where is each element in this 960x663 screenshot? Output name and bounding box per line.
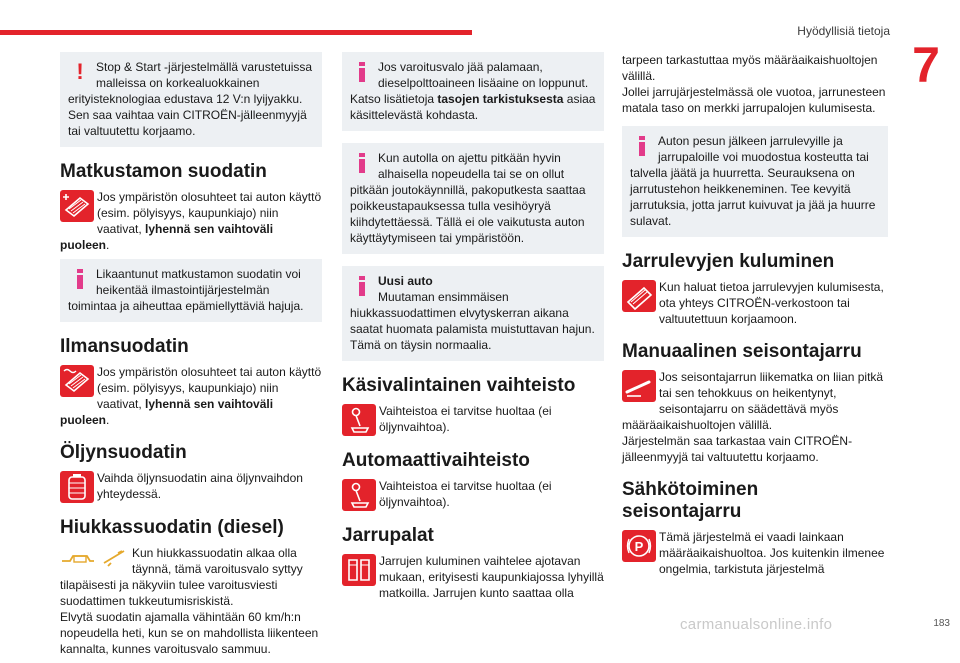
cabin-filter-period: . (106, 238, 110, 252)
cabin-filter-paragraph (60, 189, 322, 253)
info-text-cabin: Likaantunut matkustamon suodatin voi heikentää ilmastointijärjestelmän toimintaa ja aiheuttaa epämiellyttäviä hajuja. (68, 267, 304, 313)
electric-brake-title-line-2: seisontajarru (622, 501, 742, 522)
info-title-new-car: Uusi auto (378, 274, 433, 288)
brake-continuation (622, 52, 888, 116)
warning-box (60, 52, 322, 147)
section-title-cabin-filter: Matkustamon suodatin (60, 161, 267, 182)
parking-brake-paragraph (622, 369, 888, 465)
info-text-tail: asiaa käsittelevästä kohdasta. (350, 92, 596, 122)
section-title-parking-brake: Manuaalinen seisontajarru (622, 341, 862, 362)
section-title-electric-brake (622, 479, 888, 523)
section-title-oil-filter: Öljynsuodatin (60, 442, 187, 463)
brake-pad-icon (342, 554, 376, 586)
air-filter-period: . (106, 413, 110, 427)
parking-brake-text: Jos seisontajarrun liikematka on liian pitkä tai sen tehokkuus on heikentynyt, seisontajarru on säädettävä myös määräaikaishuoltojen välillä. (622, 370, 884, 432)
warning-text: Stop & Start -järjestelmällä varustetuissa malleissa on korkealuokkainen erityisteknologiaa edustava 12 V:n lyijyakku. Sen saa vaihtaa vain CITROËN-jälleenmyyjä tai valtuutettu korjaamo. (68, 60, 313, 138)
info-box-steam (342, 143, 604, 254)
cabin-filter-emphasis: lyhennä sen vaihtoväli puoleen (60, 222, 274, 252)
oil-filter-icon (60, 471, 94, 503)
electric-brake-title-line-1: Sähkötoiminen (622, 479, 759, 500)
brake-continuation-text: tarpeen tarkastuttaa myös määräaikaishuoltojen välillä. (622, 53, 878, 83)
page-number: 183 (933, 618, 950, 629)
electric-brake-text: Tämä järjestelmä ei vaadi lainkaan määräaikaishuoltoa. Jos kuitenkin ilmenee ongelmia, tarkistuta järjestelmä (659, 530, 885, 576)
info-icon (350, 152, 374, 174)
auto-gearbox-paragraph (342, 478, 604, 511)
cabin-filter-text: Jos ympäristön olosuhteet tai auton käyttö (esim. pölyisyys, kaupunkiajo) niin vaativat, (97, 190, 322, 236)
air-filter-emphasis: lyhennä sen vaihtoväli puoleen (60, 397, 274, 427)
air-filter-text: Jos ympäristön olosuhteet tai auton käyttö (esim. pölyisyys, kaupunkiajo) niin vaativat, (97, 365, 322, 411)
electric-brake-paragraph (622, 529, 888, 577)
section-title-brake-pads: Jarrupalat (342, 525, 434, 546)
info-text-new-car: Muutaman ensimmäisen hiukkassuodattimen elvytyskerran aikana saatat huomata palamista muistuttavan hajun. Tämä on täysin normaalia. (350, 290, 595, 352)
brake-discs-text: Kun haluat tietoa jarrulevyjen kulumisesta, ota yhteys CITROËN-verkostoon tai valtuutettuun korjaamoon. (659, 280, 884, 326)
info-box-additive (342, 52, 604, 131)
auto-gearbox-text: Vaihteistoa ei tarvitse huoltaa (ei öljynvaihtoa). (379, 479, 552, 509)
info-icon (350, 61, 374, 83)
section-title-brake-discs: Jarrulevyjen kuluminen (622, 251, 835, 272)
info-icon (350, 275, 374, 297)
info-icon (68, 268, 92, 290)
info-icon (630, 135, 654, 157)
particle-filter-text-2: Elvytä suodatin ajamalla vähintään 60 km/h:n nopeudella heti, kun se on mahdollista liikenteen kannalta, kunnes varoitusvalo sammuu. (60, 610, 319, 656)
particle-filter-warning-icon (60, 547, 130, 569)
header-accent-bar (0, 30, 472, 35)
svg-text:P: P (634, 539, 644, 554)
oil-filter-paragraph (60, 470, 322, 503)
cabin-filter-icon (60, 190, 94, 222)
section-title-air-filter: Ilmansuodatin (60, 336, 189, 357)
gear-stick-icon (342, 479, 376, 511)
exclamation-icon: ! (76, 59, 84, 84)
gear-stick-icon (342, 404, 376, 436)
column-3 (622, 52, 888, 583)
manual-gearbox-text: Vaihteistoa ei tarvitse huoltaa (ei öljynvaihtoa). (379, 404, 552, 434)
section-title-manual-gearbox: Käsivalintainen vaihteisto (342, 375, 576, 396)
brake-discs-paragraph (622, 279, 888, 327)
particle-filter-paragraph (60, 545, 322, 657)
info-text-see: Katso lisätietoja (350, 92, 438, 106)
info-text-steam: Kun autolla on ajettu pitkään hyvin alhaisella nopeudella tai se on ollut pitkään joutokäynnillä, pakoputkesta saattaa poikkeustapauksessa tulla vesihöyryä kiihdytettäessä. Tällä ei ole vaikutusta auton käyttäytymiseen tai ympäristöön. (350, 151, 586, 245)
column-1 (60, 52, 322, 663)
oil-filter-text: Vaihda öljynsuodatin aina öljynvaihdon yhteydessä. (97, 471, 303, 501)
info-text-link: tasojen tarkistuksesta (437, 92, 564, 106)
manual-gearbox-paragraph (342, 403, 604, 436)
section-title-particle-filter: Hiukkassuodatin (diesel) (60, 517, 284, 538)
brake-continuation-text-2: Jollei jarrujärjestelmässä ole vuotoa, jarrunesteen matala taso on merkki jarrupalojen kulumisesta. (622, 85, 886, 115)
info-box-new-car (342, 266, 604, 361)
chapter-number: 7 (912, 37, 940, 93)
info-text-wash: Auton pesun jälkeen jarrulevyille ja jarrupaloille voi muodostua kosteutta tai talvella jäätä ja huurretta. Seurauksena on jarrutustehon heikkeneminen. Tee kevyitä jarrutuksia, jotta jarrut kuivuvat ja jää ja huurre sulavat. (630, 134, 876, 228)
info-box-cabin (60, 259, 322, 322)
info-text-additive: Jos varoitusvalo jää palamaan, dieselpolttoaineen lisäaine on loppunut. (378, 60, 589, 90)
watermark: carmanualsonline.info (680, 616, 833, 633)
air-filter-paragraph (60, 364, 322, 428)
column-2 (342, 52, 604, 607)
air-filter-icon (60, 365, 94, 397)
header-title: Hyödyllisiä tietoja (797, 24, 890, 38)
info-box-wash (622, 126, 888, 237)
parking-brake-p-icon (622, 530, 656, 562)
section-title-auto-gearbox: Automaattivaihteisto (342, 450, 530, 471)
brake-disc-icon (622, 280, 656, 312)
brake-pads-paragraph (342, 553, 604, 601)
particle-filter-text: Kun hiukkassuodatin alkaa olla täynnä, tämä varoitusvalo syttyy tilapäisesti ja näkyviin tulee varoitusviesti suodattimen tukkeutumisriskistä. (60, 546, 303, 608)
parking-brake-text-2: Järjestelmän saa tarkastaa vain CITROËN-jälleenmyyjä tai valtuutettu korjaamo. (622, 434, 853, 464)
hand-brake-icon (622, 370, 656, 402)
brake-pads-text: Jarrujen kuluminen vaihtelee ajotavan mukaan, erityisesti kaupunkiajossa lyhyillä matkoilla. Jarrujen kunto saattaa olla (379, 554, 604, 600)
